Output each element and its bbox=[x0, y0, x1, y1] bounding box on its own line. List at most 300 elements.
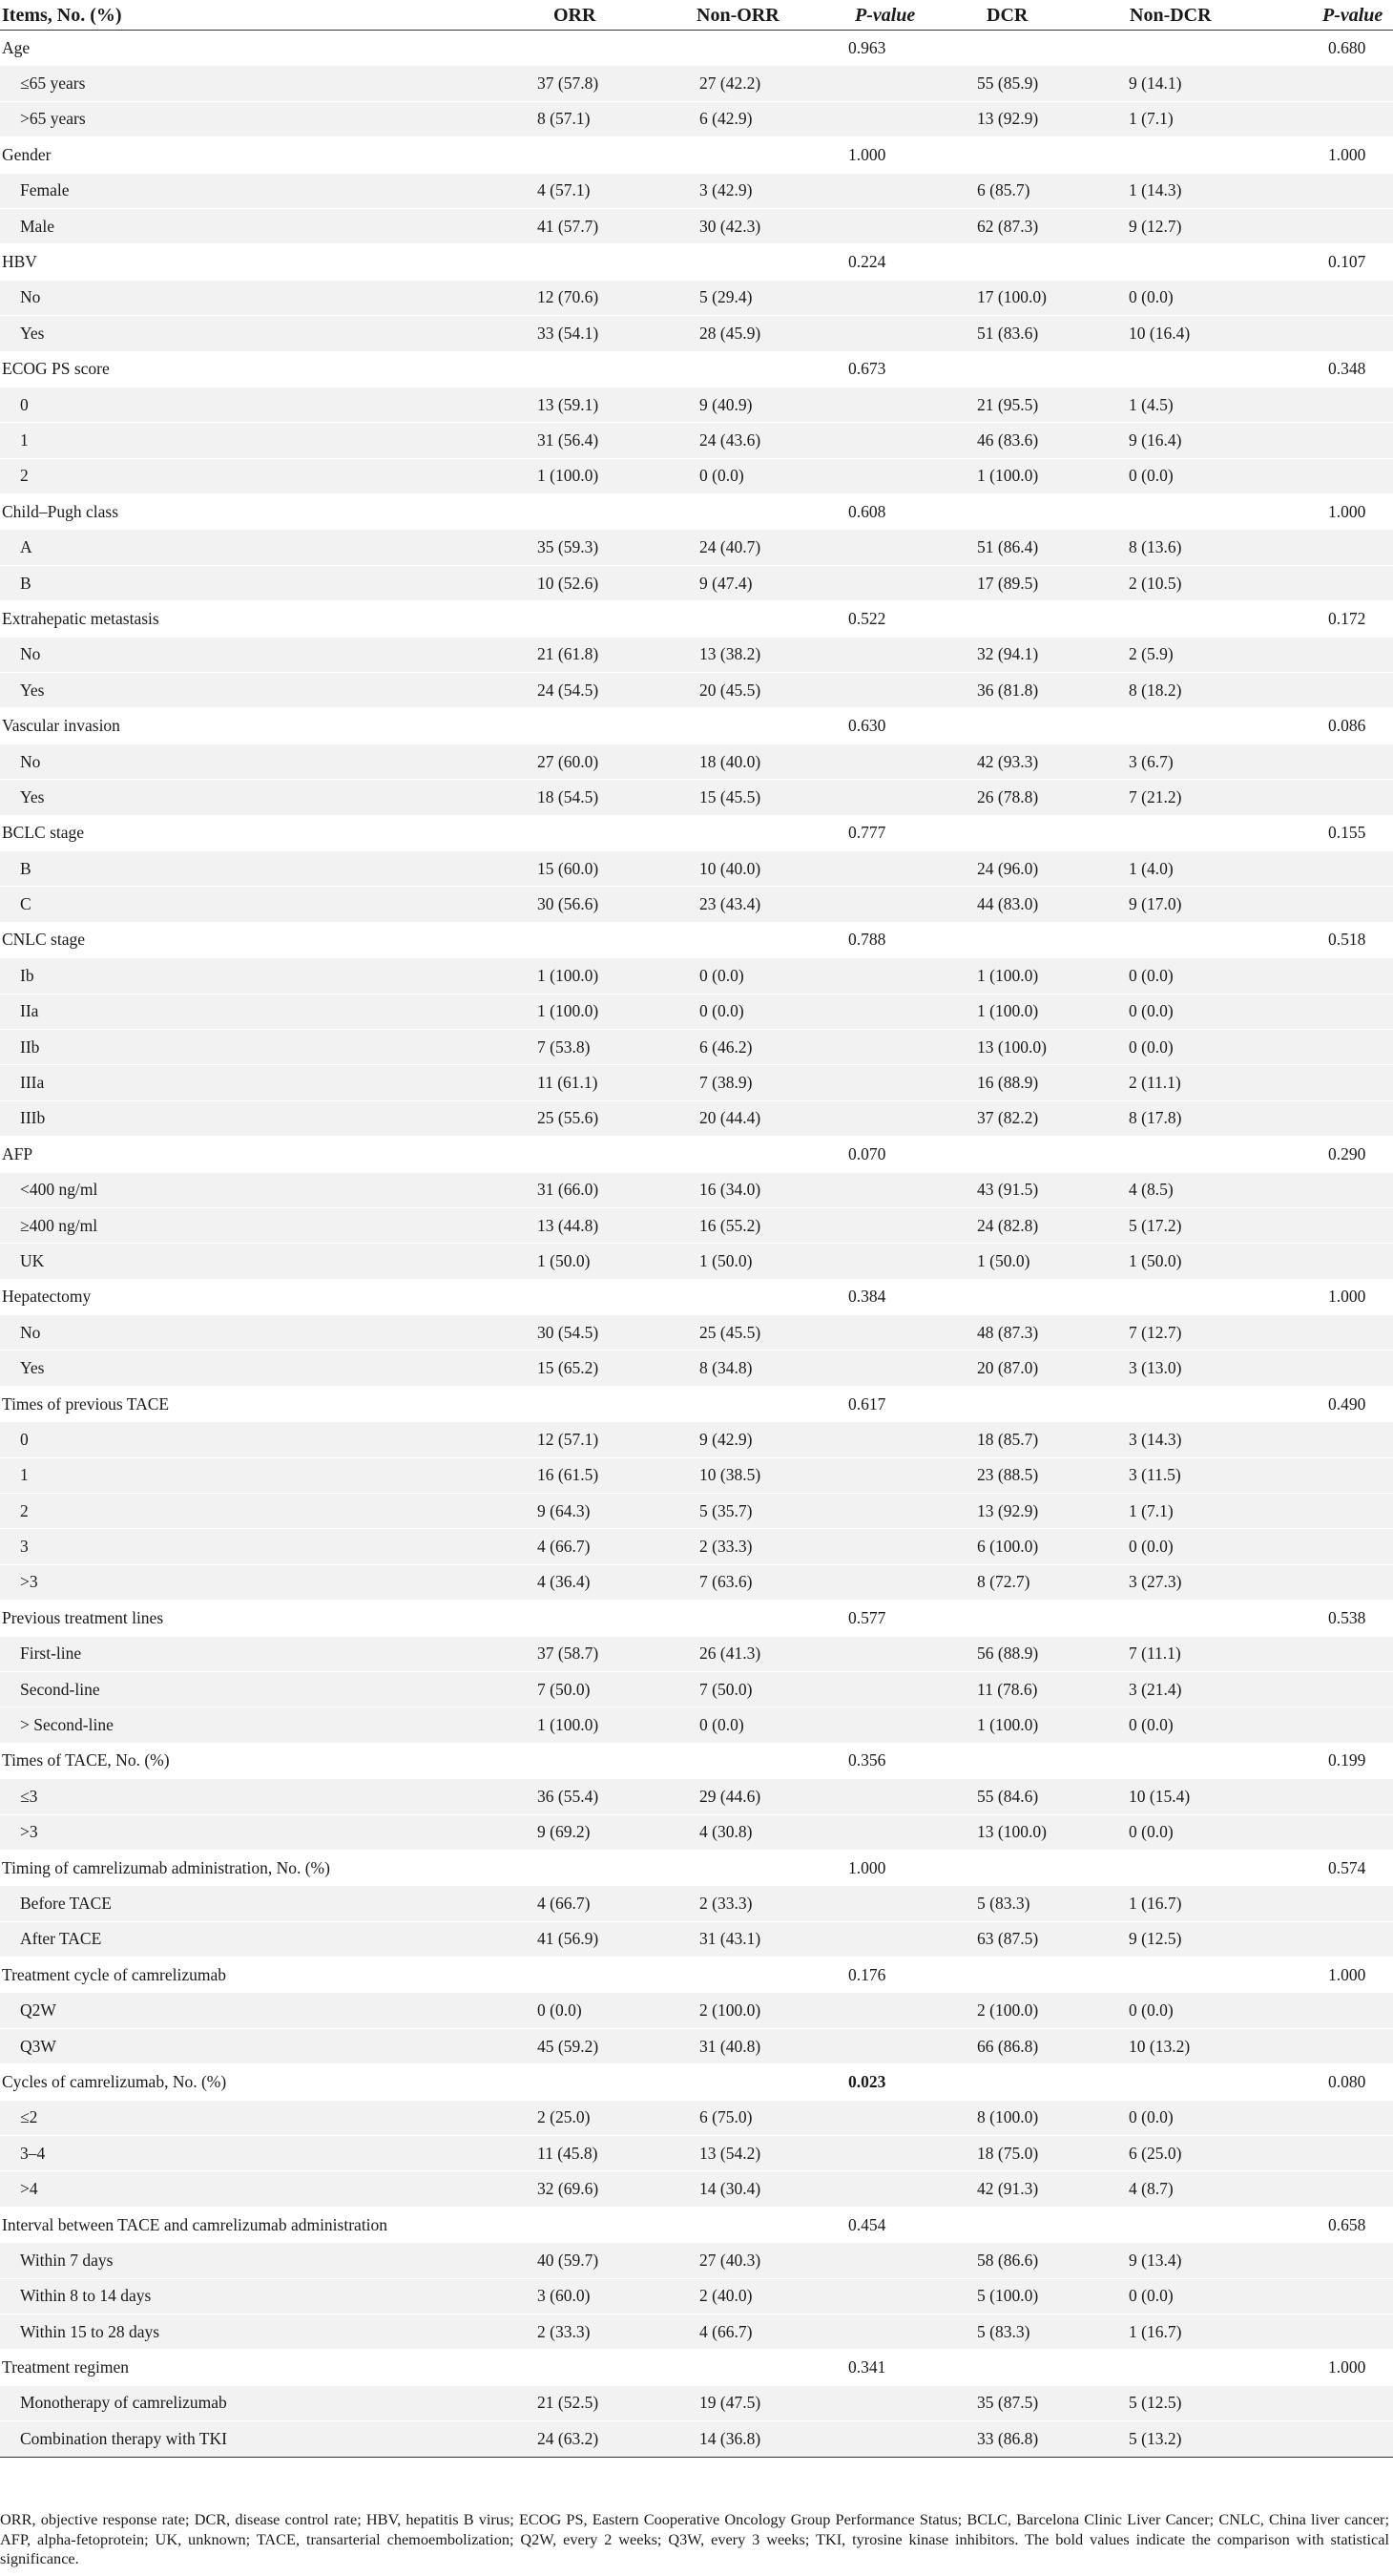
orr-value: 1 (100.0) bbox=[496, 994, 639, 1029]
item-label: B bbox=[0, 565, 496, 600]
orr-value: 13 (44.8) bbox=[496, 1207, 639, 1243]
p-value-dcr: 0.658 bbox=[1231, 2207, 1393, 2242]
item-label: Hepatectomy bbox=[0, 1279, 496, 1314]
item-label: IIa bbox=[0, 994, 496, 1029]
item-label: Female bbox=[0, 173, 496, 208]
dcr-value bbox=[924, 2064, 1074, 2100]
dcr-value: 13 (100.0) bbox=[924, 1029, 1074, 1064]
subgroup-row bbox=[0, 1636, 1393, 1671]
dcr-value bbox=[924, 244, 1074, 280]
item-label: Yes bbox=[0, 673, 496, 708]
non-dcr-value: 1 (16.7) bbox=[1074, 2314, 1231, 2350]
non-orr-value: 31 (40.8) bbox=[639, 2028, 790, 2063]
header-non-dcr: Non-DCR bbox=[1074, 1, 1231, 31]
p-value-dcr: 0.348 bbox=[1231, 351, 1393, 387]
orr-value bbox=[496, 137, 639, 173]
orr-value: 9 (69.2) bbox=[496, 1814, 639, 1850]
p-value-dcr bbox=[1231, 1244, 1393, 1279]
item-label: Q2W bbox=[0, 1993, 496, 2028]
p-value-orr bbox=[790, 743, 924, 779]
item-label: Child–Pugh class bbox=[0, 494, 496, 530]
non-dcr-value: 7 (12.7) bbox=[1074, 1315, 1231, 1351]
orr-value: 3 (60.0) bbox=[496, 2278, 639, 2314]
non-dcr-value: 6 (25.0) bbox=[1074, 2136, 1231, 2171]
p-value-dcr bbox=[1231, 743, 1393, 779]
orr-value: 7 (53.8) bbox=[496, 1029, 639, 1064]
non-dcr-value: 9 (12.5) bbox=[1074, 1921, 1231, 1957]
p-value-orr: 0.608 bbox=[790, 494, 924, 530]
subgroup-row bbox=[0, 2314, 1393, 2350]
non-orr-value: 20 (45.5) bbox=[639, 673, 790, 708]
non-orr-value bbox=[639, 2064, 790, 2100]
non-dcr-value: 0 (0.0) bbox=[1074, 2100, 1231, 2135]
dcr-value: 1 (100.0) bbox=[924, 994, 1074, 1029]
non-dcr-value: 10 (13.2) bbox=[1074, 2028, 1231, 2063]
dcr-value: 8 (100.0) bbox=[924, 2100, 1074, 2135]
p-value-orr bbox=[790, 1172, 924, 1207]
orr-value: 40 (59.7) bbox=[496, 2243, 639, 2278]
item-label: 2 bbox=[0, 458, 496, 493]
p-value-dcr bbox=[1231, 673, 1393, 708]
category-row bbox=[0, 137, 1393, 173]
non-dcr-value bbox=[1074, 708, 1231, 743]
p-value-orr bbox=[790, 1921, 924, 1957]
orr-value: 12 (57.1) bbox=[496, 1422, 639, 1457]
orr-value: 13 (59.1) bbox=[496, 387, 639, 422]
item-label: Previous treatment lines bbox=[0, 1601, 496, 1636]
dcr-value: 33 (86.8) bbox=[924, 2421, 1074, 2457]
p-value-dcr: 0.086 bbox=[1231, 708, 1393, 743]
p-value-dcr bbox=[1231, 2314, 1393, 2350]
subgroup-row bbox=[0, 423, 1393, 458]
dcr-value bbox=[924, 1386, 1074, 1421]
non-dcr-value bbox=[1074, 2350, 1231, 2385]
non-dcr-value: 4 (8.7) bbox=[1074, 2171, 1231, 2207]
item-label: >3 bbox=[0, 1814, 496, 1850]
p-value-dcr: 0.680 bbox=[1231, 31, 1393, 66]
orr-value: 2 (33.3) bbox=[496, 2314, 639, 2350]
p-value-orr: 0.673 bbox=[790, 351, 924, 387]
subgroup-row bbox=[0, 2385, 1393, 2420]
non-orr-value: 2 (100.0) bbox=[639, 1993, 790, 2028]
category-row bbox=[0, 2207, 1393, 2242]
orr-value: 21 (61.8) bbox=[496, 637, 639, 672]
dcr-value: 63 (87.5) bbox=[924, 1921, 1074, 1957]
non-orr-value bbox=[639, 494, 790, 530]
p-value-orr: 1.000 bbox=[790, 1850, 924, 1885]
orr-value bbox=[496, 1743, 639, 1778]
p-value-dcr bbox=[1231, 2136, 1393, 2171]
orr-value bbox=[496, 2350, 639, 2385]
p-value-dcr bbox=[1231, 1422, 1393, 1457]
orr-value: 41 (56.9) bbox=[496, 1921, 639, 1957]
orr-value: 12 (70.6) bbox=[496, 280, 639, 315]
orr-value bbox=[496, 1279, 639, 1314]
p-value-dcr bbox=[1231, 2100, 1393, 2135]
subgroup-row bbox=[0, 1886, 1393, 1921]
dcr-value: 11 (78.6) bbox=[924, 1671, 1074, 1707]
non-dcr-value: 1 (14.3) bbox=[1074, 173, 1231, 208]
category-row bbox=[0, 815, 1393, 850]
orr-value bbox=[496, 1601, 639, 1636]
p-value-dcr bbox=[1231, 1636, 1393, 1671]
p-value-orr: 0.023 bbox=[790, 2064, 924, 2100]
non-orr-value: 2 (40.0) bbox=[639, 2278, 790, 2314]
non-dcr-value: 8 (17.8) bbox=[1074, 1100, 1231, 1136]
non-orr-value: 4 (66.7) bbox=[639, 2314, 790, 2350]
orr-value: 24 (63.2) bbox=[496, 2421, 639, 2457]
subgroup-row bbox=[0, 1814, 1393, 1850]
orr-value bbox=[496, 708, 639, 743]
subgroup-row bbox=[0, 316, 1393, 351]
non-orr-value: 7 (63.6) bbox=[639, 1564, 790, 1600]
p-value-orr bbox=[790, 1671, 924, 1707]
p-value-orr bbox=[790, 458, 924, 493]
subgroup-row bbox=[0, 2100, 1393, 2135]
item-label: > Second-line bbox=[0, 1707, 496, 1743]
non-dcr-value: 3 (27.3) bbox=[1074, 1564, 1231, 1600]
category-row bbox=[0, 494, 1393, 530]
dcr-value: 17 (100.0) bbox=[924, 280, 1074, 315]
p-value-orr bbox=[790, 1207, 924, 1243]
non-dcr-value: 4 (8.5) bbox=[1074, 1172, 1231, 1207]
item-label: ≤3 bbox=[0, 1779, 496, 1814]
orr-value: 45 (59.2) bbox=[496, 2028, 639, 2063]
non-orr-value: 13 (54.2) bbox=[639, 2136, 790, 2171]
non-orr-value: 7 (50.0) bbox=[639, 1671, 790, 1707]
item-label: HBV bbox=[0, 244, 496, 280]
p-value-dcr bbox=[1231, 2421, 1393, 2457]
non-dcr-value bbox=[1074, 1743, 1231, 1778]
non-orr-value: 9 (40.9) bbox=[639, 387, 790, 422]
non-orr-value bbox=[639, 601, 790, 637]
dcr-value: 16 (88.9) bbox=[924, 1065, 1074, 1100]
p-value-orr bbox=[790, 1564, 924, 1600]
item-label: 3–4 bbox=[0, 2136, 496, 2171]
p-value-dcr bbox=[1231, 850, 1393, 886]
p-value-dcr bbox=[1231, 1814, 1393, 1850]
subgroup-row bbox=[0, 387, 1393, 422]
dcr-value: 6 (85.7) bbox=[924, 173, 1074, 208]
p-value-orr bbox=[790, 2243, 924, 2278]
non-dcr-value: 0 (0.0) bbox=[1074, 1993, 1231, 2028]
p-value-dcr bbox=[1231, 1100, 1393, 1136]
non-orr-value bbox=[639, 815, 790, 850]
dcr-value bbox=[924, 351, 1074, 387]
non-orr-value bbox=[639, 1601, 790, 1636]
dcr-value: 46 (83.6) bbox=[924, 423, 1074, 458]
dcr-value: 5 (83.3) bbox=[924, 2314, 1074, 2350]
orr-value: 37 (57.8) bbox=[496, 66, 639, 101]
p-value-dcr: 0.538 bbox=[1231, 1601, 1393, 1636]
non-orr-value: 16 (55.2) bbox=[639, 1207, 790, 1243]
p-value-dcr bbox=[1231, 101, 1393, 136]
non-orr-value: 6 (46.2) bbox=[639, 1029, 790, 1064]
non-dcr-value: 0 (0.0) bbox=[1074, 458, 1231, 493]
item-label: >4 bbox=[0, 2171, 496, 2207]
p-value-orr bbox=[790, 780, 924, 815]
item-label: No bbox=[0, 743, 496, 779]
p-value-orr: 1.000 bbox=[790, 137, 924, 173]
non-dcr-value bbox=[1074, 1279, 1231, 1314]
subgroup-row bbox=[0, 637, 1393, 672]
subgroup-row bbox=[0, 173, 1393, 208]
non-dcr-value: 1 (7.1) bbox=[1074, 1494, 1231, 1529]
category-row bbox=[0, 2064, 1393, 2100]
dcr-value bbox=[924, 815, 1074, 850]
dcr-value bbox=[924, 1743, 1074, 1778]
non-dcr-value: 0 (0.0) bbox=[1074, 1707, 1231, 1743]
orr-value: 21 (52.5) bbox=[496, 2385, 639, 2420]
non-orr-value: 14 (36.8) bbox=[639, 2421, 790, 2457]
item-label: Interval between TACE and camrelizumab administration bbox=[0, 2207, 496, 2242]
non-dcr-value: 9 (13.4) bbox=[1074, 2243, 1231, 2278]
dcr-value bbox=[924, 137, 1074, 173]
orr-value bbox=[496, 1958, 639, 1993]
orr-value: 8 (57.1) bbox=[496, 101, 639, 136]
p-value-dcr bbox=[1231, 530, 1393, 565]
p-value-dcr bbox=[1231, 1529, 1393, 1564]
p-value-dcr: 1.000 bbox=[1231, 1958, 1393, 1993]
subgroup-row bbox=[0, 101, 1393, 136]
p-value-dcr bbox=[1231, 1172, 1393, 1207]
item-label: BCLC stage bbox=[0, 815, 496, 850]
subgroup-row bbox=[0, 780, 1393, 815]
p-value-orr bbox=[790, 637, 924, 672]
non-orr-value: 20 (44.4) bbox=[639, 1100, 790, 1136]
p-value-orr: 0.522 bbox=[790, 601, 924, 637]
category-row bbox=[0, 1743, 1393, 1778]
p-value-dcr bbox=[1231, 1921, 1393, 1957]
dcr-value: 24 (82.8) bbox=[924, 1207, 1074, 1243]
subgroup-row bbox=[0, 458, 1393, 493]
dcr-value: 23 (88.5) bbox=[924, 1457, 1074, 1493]
non-orr-value: 26 (41.3) bbox=[639, 1636, 790, 1671]
item-label: Treatment regimen bbox=[0, 2350, 496, 2385]
p-value-orr: 0.341 bbox=[790, 2350, 924, 2385]
p-value-orr bbox=[790, 280, 924, 315]
item-label: IIb bbox=[0, 1029, 496, 1064]
dcr-value: 36 (81.8) bbox=[924, 673, 1074, 708]
dcr-value: 5 (100.0) bbox=[924, 2278, 1074, 2314]
item-label: Yes bbox=[0, 316, 496, 351]
p-value-dcr bbox=[1231, 1886, 1393, 1921]
non-orr-value bbox=[639, 1743, 790, 1778]
p-value-dcr bbox=[1231, 994, 1393, 1029]
p-value-orr: 0.384 bbox=[790, 1279, 924, 1314]
p-value-dcr bbox=[1231, 1671, 1393, 1707]
non-dcr-value bbox=[1074, 922, 1231, 957]
non-orr-value: 29 (44.6) bbox=[639, 1779, 790, 1814]
orr-value: 16 (61.5) bbox=[496, 1457, 639, 1493]
category-row bbox=[0, 922, 1393, 957]
non-dcr-value: 1 (50.0) bbox=[1074, 1244, 1231, 1279]
item-label: A bbox=[0, 530, 496, 565]
p-value-orr bbox=[790, 1422, 924, 1457]
dcr-value bbox=[924, 1601, 1074, 1636]
subgroup-row bbox=[0, 887, 1393, 922]
dcr-value: 42 (93.3) bbox=[924, 743, 1074, 779]
non-dcr-value bbox=[1074, 494, 1231, 530]
dcr-value bbox=[924, 2350, 1074, 2385]
non-dcr-value: 3 (6.7) bbox=[1074, 743, 1231, 779]
p-value-orr bbox=[790, 1814, 924, 1850]
subgroup-row bbox=[0, 1779, 1393, 1814]
category-row bbox=[0, 1279, 1393, 1314]
item-label: ≤2 bbox=[0, 2100, 496, 2135]
p-value-orr bbox=[790, 387, 924, 422]
p-value-orr bbox=[790, 1315, 924, 1351]
non-orr-value: 15 (45.5) bbox=[639, 780, 790, 815]
non-orr-value bbox=[639, 2207, 790, 2242]
non-dcr-value bbox=[1074, 31, 1231, 66]
item-label: Treatment cycle of camrelizumab bbox=[0, 1958, 496, 1993]
non-orr-value: 28 (45.9) bbox=[639, 316, 790, 351]
non-dcr-value bbox=[1074, 601, 1231, 637]
non-orr-value: 16 (34.0) bbox=[639, 1172, 790, 1207]
subgroup-row bbox=[0, 2421, 1393, 2457]
non-dcr-value: 8 (13.6) bbox=[1074, 530, 1231, 565]
p-value-dcr bbox=[1231, 2028, 1393, 2063]
p-value-orr bbox=[790, 1494, 924, 1529]
subgroup-row bbox=[0, 1065, 1393, 1100]
p-value-dcr bbox=[1231, 2171, 1393, 2207]
header-dcr: DCR bbox=[924, 1, 1074, 31]
p-value-dcr bbox=[1231, 1457, 1393, 1493]
dcr-value: 62 (87.3) bbox=[924, 208, 1074, 243]
p-value-orr bbox=[790, 1100, 924, 1136]
subgroup-row bbox=[0, 2171, 1393, 2207]
p-value-orr bbox=[790, 530, 924, 565]
non-orr-value bbox=[639, 244, 790, 280]
item-label: Within 15 to 28 days bbox=[0, 2314, 496, 2350]
dcr-value bbox=[924, 1850, 1074, 1885]
non-orr-value: 5 (35.7) bbox=[639, 1494, 790, 1529]
dcr-value: 55 (85.9) bbox=[924, 66, 1074, 101]
p-value-dcr bbox=[1231, 387, 1393, 422]
p-value-dcr bbox=[1231, 637, 1393, 672]
non-dcr-value: 1 (16.7) bbox=[1074, 1886, 1231, 1921]
dcr-value: 1 (100.0) bbox=[924, 958, 1074, 994]
p-value-orr bbox=[790, 1529, 924, 1564]
category-row bbox=[0, 244, 1393, 280]
p-value-orr: 0.070 bbox=[790, 1137, 924, 1172]
p-value-dcr bbox=[1231, 1065, 1393, 1100]
non-orr-value: 2 (33.3) bbox=[639, 1529, 790, 1564]
non-orr-value bbox=[639, 31, 790, 66]
item-label: Within 7 days bbox=[0, 2243, 496, 2278]
orr-value: 32 (69.6) bbox=[496, 2171, 639, 2207]
p-value-orr bbox=[790, 2278, 924, 2314]
item-label: Second-line bbox=[0, 1671, 496, 1707]
dcr-value bbox=[924, 1958, 1074, 1993]
subgroup-row bbox=[0, 1671, 1393, 1707]
p-value-dcr: 0.518 bbox=[1231, 922, 1393, 957]
non-orr-value bbox=[639, 1958, 790, 1993]
category-row bbox=[0, 1601, 1393, 1636]
p-value-orr: 0.176 bbox=[790, 1958, 924, 1993]
p-value-orr bbox=[790, 887, 924, 922]
non-dcr-value: 7 (11.1) bbox=[1074, 1636, 1231, 1671]
orr-value bbox=[496, 815, 639, 850]
non-dcr-value: 0 (0.0) bbox=[1074, 280, 1231, 315]
subgroup-row bbox=[0, 280, 1393, 315]
subgroup-row bbox=[0, 1207, 1393, 1243]
p-value-dcr bbox=[1231, 1993, 1393, 2028]
subgroup-row bbox=[0, 1457, 1393, 1493]
p-value-orr: 0.617 bbox=[790, 1386, 924, 1421]
dcr-value bbox=[924, 922, 1074, 957]
orr-value bbox=[496, 31, 639, 66]
non-orr-value: 25 (45.5) bbox=[639, 1315, 790, 1351]
non-dcr-value bbox=[1074, 2064, 1231, 2100]
orr-value bbox=[496, 351, 639, 387]
item-label: Timing of camrelizumab administration, No. (%) bbox=[0, 1850, 496, 1885]
item-label: Yes bbox=[0, 780, 496, 815]
orr-value bbox=[496, 922, 639, 957]
p-value-dcr bbox=[1231, 1351, 1393, 1386]
dcr-value: 42 (91.3) bbox=[924, 2171, 1074, 2207]
category-row bbox=[0, 601, 1393, 637]
p-value-orr: 0.777 bbox=[790, 815, 924, 850]
p-value-orr bbox=[790, 850, 924, 886]
item-label: 3 bbox=[0, 1529, 496, 1564]
non-orr-value: 27 (40.3) bbox=[639, 2243, 790, 2278]
non-orr-value: 8 (34.8) bbox=[639, 1351, 790, 1386]
dcr-value: 56 (88.9) bbox=[924, 1636, 1074, 1671]
orr-value: 24 (54.5) bbox=[496, 673, 639, 708]
non-orr-value: 5 (29.4) bbox=[639, 280, 790, 315]
non-orr-value: 2 (33.3) bbox=[639, 1886, 790, 1921]
header-non-orr: Non-ORR bbox=[639, 1, 790, 31]
p-value-dcr bbox=[1231, 280, 1393, 315]
non-dcr-value: 0 (0.0) bbox=[1074, 1029, 1231, 1064]
non-dcr-value: 2 (10.5) bbox=[1074, 565, 1231, 600]
p-value-orr bbox=[790, 208, 924, 243]
p-value-orr bbox=[790, 958, 924, 994]
item-label: Times of TACE, No. (%) bbox=[0, 1743, 496, 1778]
table-footnote: ORR, objective response rate; DCR, disease control rate; HBV, hepatitis B virus; ECOG PS, Eastern Cooperative Oncology Group Performance Status; BCLC, Barcelona Clinic Liver Cancer; CNLC, China liver cancer; AFP, alpha-fetoprotein; UK, unknown; TACE, transarterial chemoembolization; Q2W, every 2 weeks; Q3W, every 3 weeks; TKI, tyrosine kinase inhibitors. The bold values indicate the comparison with statistical significance. bbox=[0, 2510, 1389, 2567]
orr-value bbox=[496, 494, 639, 530]
non-orr-value bbox=[639, 1279, 790, 1314]
dcr-value: 66 (86.8) bbox=[924, 2028, 1074, 2063]
table-header bbox=[0, 1, 1393, 31]
non-dcr-value: 1 (7.1) bbox=[1074, 101, 1231, 136]
item-label: UK bbox=[0, 1244, 496, 1279]
p-value-dcr: 0.155 bbox=[1231, 815, 1393, 850]
item-label: No bbox=[0, 280, 496, 315]
subgroup-row bbox=[0, 66, 1393, 101]
category-row bbox=[0, 2350, 1393, 2385]
dcr-value bbox=[924, 708, 1074, 743]
non-dcr-value bbox=[1074, 815, 1231, 850]
item-label: 0 bbox=[0, 387, 496, 422]
item-label: No bbox=[0, 637, 496, 672]
subgroup-row bbox=[0, 1172, 1393, 1207]
non-dcr-value bbox=[1074, 1850, 1231, 1885]
dcr-value: 48 (87.3) bbox=[924, 1315, 1074, 1351]
non-orr-value: 10 (40.0) bbox=[639, 850, 790, 886]
orr-value: 41 (57.7) bbox=[496, 208, 639, 243]
p-value-dcr bbox=[1231, 2278, 1393, 2314]
p-value-dcr: 1.000 bbox=[1231, 494, 1393, 530]
non-dcr-value: 3 (21.4) bbox=[1074, 1671, 1231, 1707]
dcr-value: 32 (94.1) bbox=[924, 637, 1074, 672]
p-value-orr bbox=[790, 1029, 924, 1064]
item-label: 0 bbox=[0, 1422, 496, 1457]
header-orr: ORR bbox=[496, 1, 639, 31]
non-dcr-value: 7 (21.2) bbox=[1074, 780, 1231, 815]
